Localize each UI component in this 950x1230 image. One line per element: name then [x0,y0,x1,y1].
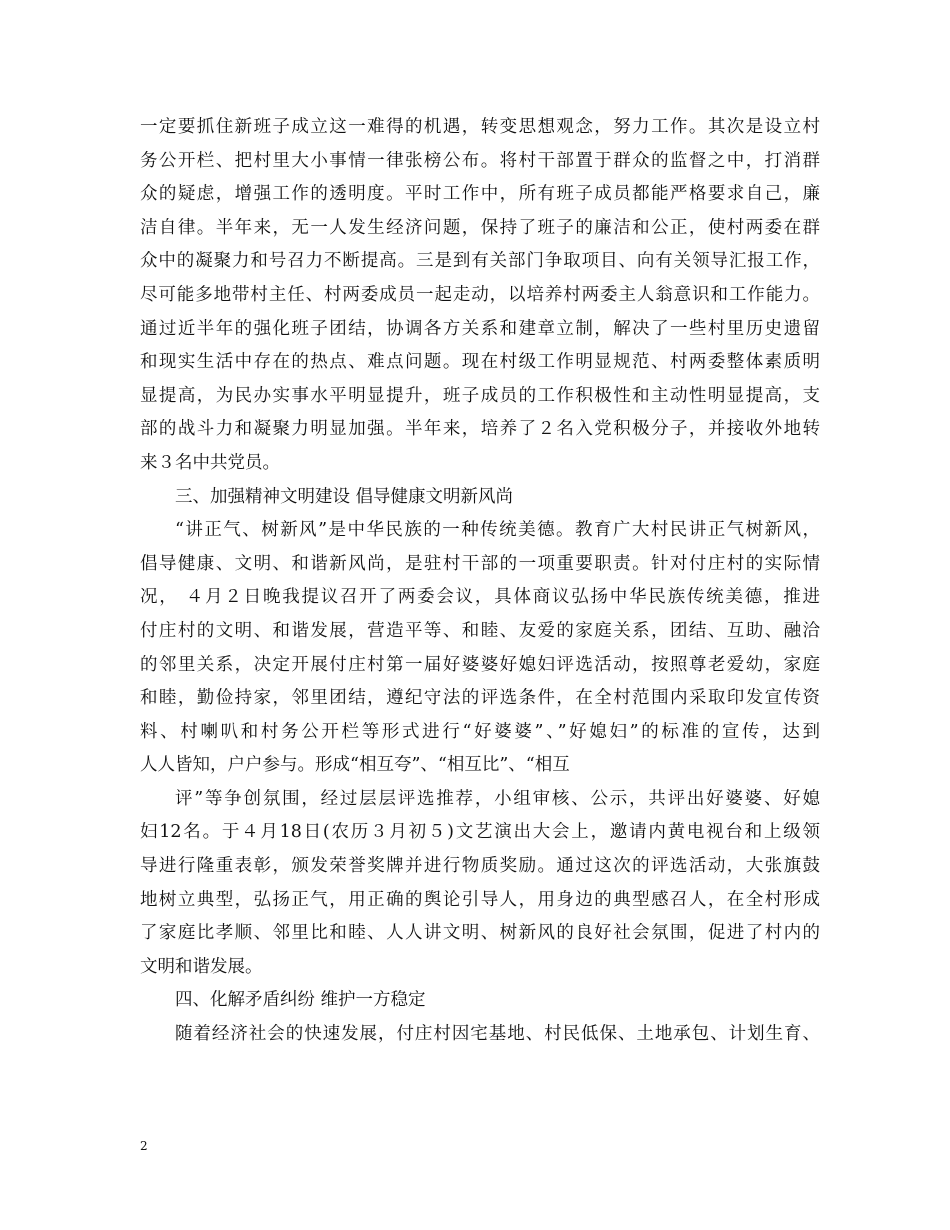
text-line: 的邻里关系，决定开展付庄村第一届好婆婆好媳妇评选活动，按照尊老爱幼，家庭 [140,654,820,675]
text-line: 料、村喇叭和村务公开栏等形式进行“好婆婆”、”好媳妇”的标准的宣传，达到 [140,721,820,742]
text-line: 付庄村的文明、和谐发展，营造平等、和睦、友爱的家庭关系，团结、互助、融洽 [140,620,820,641]
text-line: 众的疑虑，增强工作的透明度。平时工作中，所有班子成员都能严格要求自己，廉 [140,184,820,205]
text-line: 显提高，为民办实事水平明显提升，班子成员的工作积极性和主动性明显提高，支 [140,385,820,406]
text-line: 通过近半年的强化班子团结，协调各方关系和建章立制，解决了一些村里历史遗留 [140,318,820,339]
text-line: 部的战斗力和凝聚力明显加强。半年来，培养了２名入党积极分子，并接收外地转 [140,419,820,440]
text-line: 洁自律。半年来，无一人发生经济问题，保持了班子的廉洁和公正，使村两委在群 [140,217,820,238]
page-number: 2 [140,1139,148,1153]
text-line: “讲正气、树新风”是中华民族的一种传统美德。教育广大村民讲正气树新风， [175,520,820,541]
text-line: 随着经济社会的快速发展，付庄村因宅基地、村民低保、土地承包、计划生育、 [175,1024,820,1045]
text-line: 一定要抓住新班子成立这一难得的机遇，转变思想观念，努力工作。其次是设立村 [140,117,820,137]
text-line: 导进行隆重表彰，颁发荣誉奖牌并进行物质奖励。通过这次的评选活动，大张旗鼓 [140,856,820,877]
text-line: 尽可能多地带村主任、村两委成员一起走动，以培养村两委主人翁意识和工作能力。 [140,284,820,305]
text-line: 了家庭比孝顺、邻里比和睦、人人讲文明、树新风的良好社会氛围，促进了村内的 [140,923,820,944]
text-line: 众中的凝聚力和号召力不断提高。三是到有关部门争取项目、向有关领导汇报工作， [140,251,820,272]
text-line: 妇12名。于４月18日(农历３月初５)文艺演出大会上，邀请内黄电视台和上级领 [140,822,820,843]
text-line: 人人皆知，户户参与。形成“相互夸”、“相互比”、“相互 [140,755,570,776]
text-line: 务公开栏、把村里大小事情一律张榜公布。将村干部置于群众的监督之中，打消群 [140,150,820,171]
text-line: 和睦，勤俭持家，邻里团结，遵纪守法的评选条件，在全村范围内采取印发宣传资 [140,688,820,709]
text-line: 来３名中共党员。 [140,452,280,473]
text-line: 四、化解矛盾纠纷 维护一方稳定 [175,990,426,1011]
text-line: 三、加强精神文明建设 倡导健康文明新风尚 [175,486,514,507]
text-line: 和现实生活中存在的热点、难点问题。现在村级工作明显规范、村两委整体素质明 [140,352,820,373]
body-text [140,111,820,1052]
text-line: 文明和谐发展。 [140,956,263,977]
text-line: 倡导健康、文明、和谐新风尚，是驻村干部的一项重要职责。针对付庄村的实际情 [140,553,820,574]
text-line: 地树立典型，弘扬正气，用正确的舆论引导人，用身边的典型感召人，在全村形成 [140,889,820,910]
text-line: 评”等争创氛围，经过层层评选推荐，小组审核、公示，共评出好婆婆、好媳 [175,788,820,809]
text-line: 况， ４月２日晚我提议召开了两委会议，具体商议弘扬中华民族传统美德，推进 [140,587,820,608]
